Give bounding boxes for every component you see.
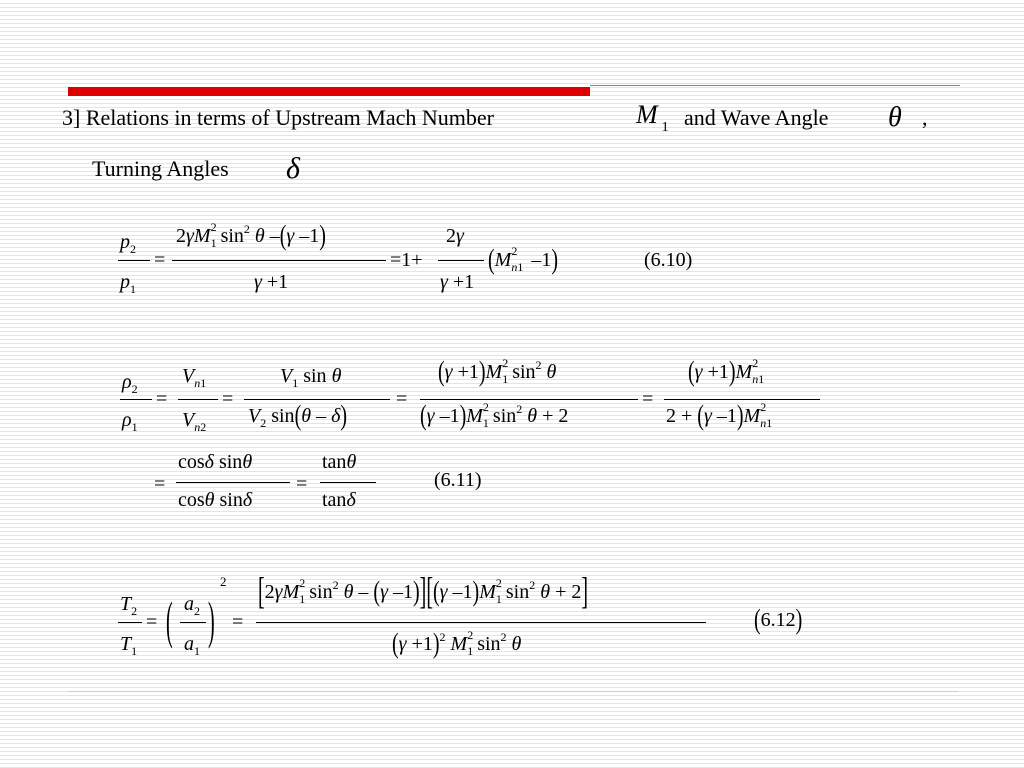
eq612-a2: $a_2$ [184,593,200,618]
eq611-mach-fraction-bar [420,399,638,400]
eq610-paren-term: (M 2 n1 –1) [488,244,559,276]
eq611-rho1: $\rho_1$ [122,409,138,434]
eq611-sin-denominator: $V_2$ sin(θ – δ) [248,400,348,432]
eq611-equals-6: = [296,473,308,495]
footer-rule-line [68,691,958,692]
eq610-lhs-fraction-bar [118,260,150,261]
eq610-mid-numerator: 2γM 2 1 $\sin^2 \theta$ –(γ –1) [176,220,326,252]
eq612-denominator: $(\gamma +1)^2$ M 2 1 $\sin^2 \theta$ [392,628,522,660]
eq610-lhs-denominator: $p_1$ [120,271,136,296]
eq612-right-bigparen: ) [208,593,215,651]
eq610-equals-2: =1+ [390,249,423,271]
eq611-trig-denominator: cosθ sinδ [178,489,253,511]
eq611-equals-3: = [396,388,408,410]
eq612-equals-1: = [146,611,158,633]
theta-symbol: θ [888,102,902,133]
eq611-label: (6.11) [434,469,482,491]
eq611-vn2: $V_{n2}$ [182,409,207,434]
eq612-t1: $T_1$ [120,633,138,658]
heading-line-1 [62,105,494,131]
eq611-trig-numerator: cosδ sinθ [178,451,253,473]
heading-line-2: Turning Angles [92,156,229,181]
eq612-exponent-2: 2 [220,574,227,589]
eq610-lhs-numerator: $p_2$ [120,231,136,256]
eq611-v-fraction-bar [178,399,218,400]
eq612-a1: $a_1$ [184,633,200,658]
eq611-equals-1: = [156,388,168,410]
eq612-fraction-bar [256,622,706,623]
eq612-numerator: [2γM 2 1 $\sin^2 \theta - (\gamma$ –1)][(γ –1)M 2 1 $\sin^2 \theta + 2$] [258,571,589,613]
delta-symbol: δ [286,152,300,185]
title-rule-line [590,85,960,86]
eq611-normal-denominator: 2 + (γ –1)M 2 n1 [666,400,773,432]
eq612-a-fraction-bar [180,622,206,623]
eq610-right-denominator: γ +1 [440,271,475,293]
eq611-equals-2: = [222,388,234,410]
eq610-right-numerator: 2γ [446,225,464,247]
eq610-equals-1: = [154,249,166,271]
eq611-tan-numerator: tanθ [322,451,357,473]
eq612-label: (6.12) [754,604,803,636]
eq611-vn1: $V_{n1}$ [182,365,207,390]
eq611-sin-fraction-bar [244,399,390,400]
eq612-left-bigparen: ( [166,593,173,651]
eq611-normal-numerator: (γ +1)M 2 n1 [688,356,765,388]
eq611-tan-fraction-bar [320,482,376,483]
eq611-trig-fraction-bar [176,482,290,483]
eq610-mid-fraction-bar [172,260,386,261]
eq611-mach-numerator: (γ +1)M 2 1 $\sin^2 \theta$ [438,356,557,388]
eq612-equals-2: = [232,611,244,633]
eq611-mach-denominator: (γ –1)M 2 1 $\sin^2 \theta + 2$ [420,400,569,432]
eq611-rho-fraction-bar [120,399,152,400]
eq611-rho2: $\rho_2$ [122,371,138,396]
eq612-t2: $T_2$ [120,593,138,618]
eq611-equals-4: = [642,388,654,410]
heading-text: 3] Relations in terms of Upstream Mach Number [62,105,494,130]
eq610-mid-denominator: γ +1 [254,271,289,293]
eq610-label: (6.10) [644,249,693,271]
eq611-equals-5: = [154,473,166,495]
eq612-t-fraction-bar [118,622,142,623]
wave-angle-text: and Wave Angle [684,105,829,130]
eq611-tan-denominator: tanδ [322,489,356,511]
mach-number-symbol: M $_1$ [636,100,669,135]
title-accent-bar [68,87,590,96]
eq611-sin-numerator: $V_1$ sin θ [280,365,342,390]
eq610-right-fraction-bar [438,260,484,261]
heading-comma: , [922,105,928,130]
